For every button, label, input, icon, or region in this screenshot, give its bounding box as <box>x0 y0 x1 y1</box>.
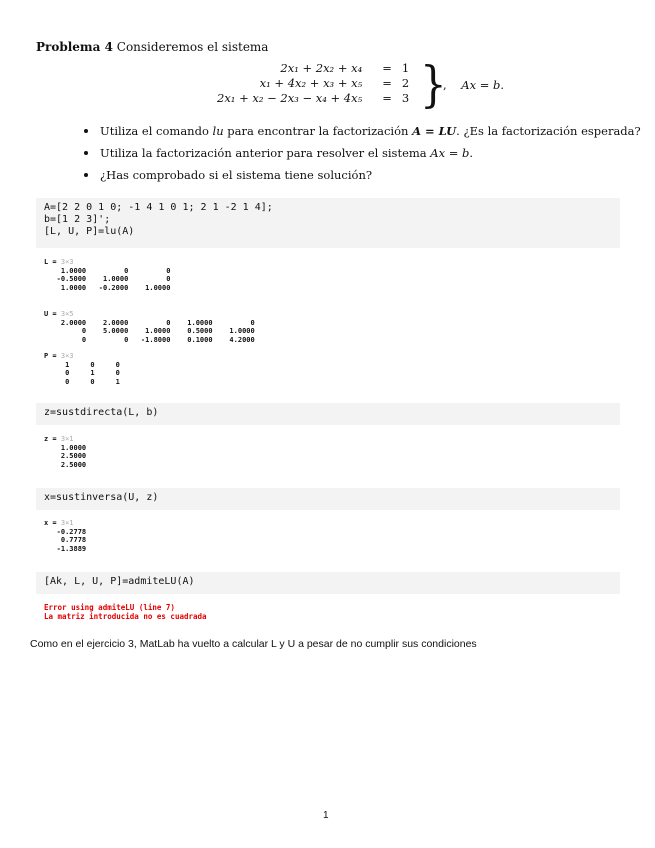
error-line: La matriz introducida no es cuadrada <box>44 611 207 621</box>
variable-size: 3×1 <box>60 519 74 527</box>
equation-rhs: 3 <box>401 91 410 105</box>
output-z: z = 3×1 1.0000 2.5000 2.5000 <box>44 435 87 469</box>
equation-row <box>217 77 409 92</box>
equation-row <box>217 92 409 107</box>
vector-values: -0.2778 0.7778 -1.3889 <box>56 527 87 553</box>
variable-size: 3×3 <box>60 352 74 360</box>
bullet-icon <box>84 129 88 133</box>
variable-name: U <box>44 310 49 318</box>
variable-name: z <box>44 435 49 443</box>
matrix-values: 1.0000 0 0 -0.5000 1.0000 0 1.0000 -0.2000 1.0000 <box>56 266 171 292</box>
bullet-text: ¿Has comprobado si el sistema tiene solución? <box>100 168 373 182</box>
list-item <box>84 168 641 190</box>
equation-lhs: x₁ + 4x₂ + x₃ + x₅ <box>259 76 363 90</box>
bullet-command: lu <box>212 124 224 138</box>
code-block: A=[2 2 0 1 0; -1 4 1 0 1; 2 1 -2 1 4]; b=[1 2 3]'; [L, U, P]=lu(A) <box>36 198 620 248</box>
equation-equals: = <box>382 61 392 75</box>
task-list <box>84 124 641 190</box>
problem-intro: Consideremos el sistema <box>116 40 269 54</box>
output-U: U = 3×5 2.0000 2.0000 0 1.0000 0 0 5.0000 1.0000 0.5000 1.0000 0 0 -1.8000 0.1000 4.2000 <box>44 310 255 344</box>
problem-label: Problema 4 <box>36 40 113 54</box>
equation-rhs: 2 <box>401 76 410 90</box>
output-x: x = 3×1 -0.2778 0.7778 -1.3889 <box>44 519 87 553</box>
matrix-values: 2.0000 2.0000 0 1.0000 0 0 5.0000 1.0000 0.5000 1.0000 0 0 -1.8000 0.1000 4.2000 <box>60 318 255 344</box>
bullet-text: para encontrar la factorización <box>223 124 413 138</box>
list-item <box>84 146 641 168</box>
variable-size: 3×5 <box>60 310 74 318</box>
equation-system <box>217 56 505 113</box>
matrix-form-rhs: b. <box>493 78 505 92</box>
equation-lhs: 2x₁ + x₂ − 2x₃ − x₄ + 4x₅ <box>217 91 363 105</box>
matrix-values: 1 0 0 0 1 0 0 0 1 <box>65 360 120 386</box>
bullet-icon <box>84 151 88 155</box>
matrix-form-lhs: Ax <box>461 78 477 92</box>
bullet-icon <box>84 173 88 177</box>
code-block: [Ak, L, U, P]=admiteLU(A) <box>36 572 620 594</box>
equation-lhs: 2x₁ + 2x₂ + x₄ <box>280 61 363 75</box>
bullet-math: A = LU <box>412 124 457 138</box>
equation-equals: = <box>382 76 392 90</box>
bullet-math: Ax = b <box>430 146 470 160</box>
right-brace: } <box>420 56 447 113</box>
variable-name: L <box>44 258 49 266</box>
error-line: Error using admiteLU (line 7) <box>44 603 175 612</box>
output-L: L = 3×3 1.0000 0 0 -0.5000 1.0000 0 1.0000 -0.2000 1.0000 <box>44 258 171 292</box>
conclusion-note: Como en el ejercicio 3, MatLab ha vuelto a calcular L y U a pesar de no cumplir sus condiciones <box>30 638 477 650</box>
code-block: x=sustinversa(U, z) <box>36 488 620 510</box>
equation-row <box>217 62 409 77</box>
variable-size: 3×3 <box>60 258 74 266</box>
code-block: z=sustdirecta(L, b) <box>36 403 620 425</box>
variable-name: P <box>44 352 49 360</box>
output-P: P = 3×3 1 0 0 0 1 0 0 0 1 <box>44 352 120 386</box>
variable-size: 3×1 <box>60 435 74 443</box>
page-number: 1 <box>323 810 329 821</box>
error-message <box>44 604 207 621</box>
bullet-text: Utiliza el comando <box>100 124 213 138</box>
bullet-text: . ¿Es la factorización esperada? <box>456 124 641 138</box>
problem-heading <box>36 40 268 54</box>
equation-rhs: 1 <box>401 61 410 75</box>
bullet-text: Utiliza la factorización anterior para resolver el sistema <box>100 146 431 160</box>
variable-name: x <box>44 519 49 527</box>
bullet-text: . <box>469 146 474 160</box>
matrix-form-eq: = <box>476 78 494 92</box>
vector-values: 1.0000 2.5000 2.5000 <box>60 443 87 469</box>
list-item <box>84 124 641 146</box>
equation-equals: = <box>382 91 392 105</box>
matrix-form: , Ax = b. <box>443 78 505 92</box>
